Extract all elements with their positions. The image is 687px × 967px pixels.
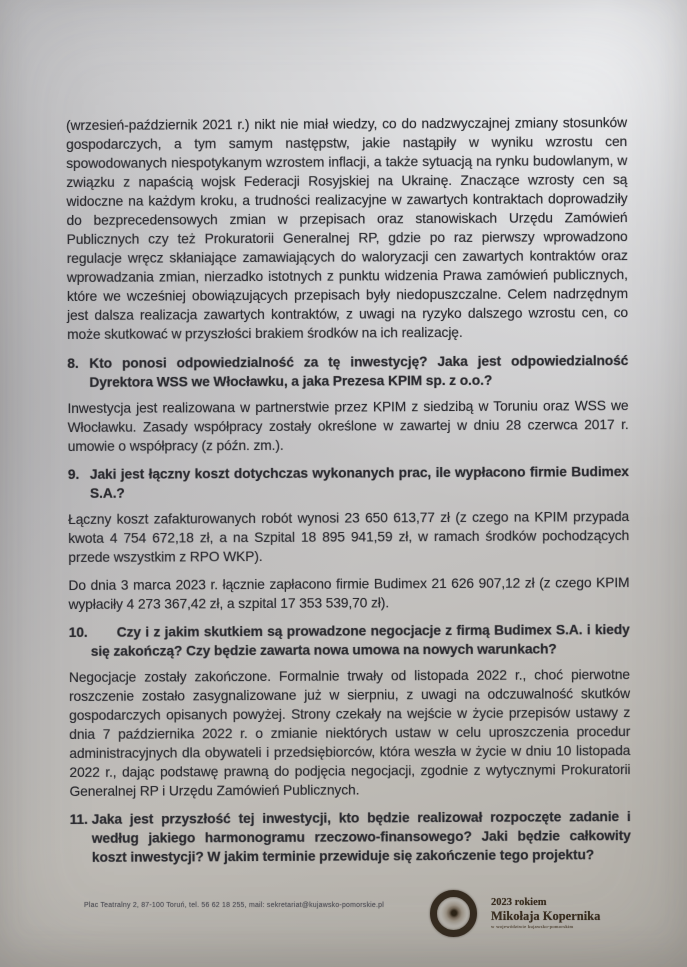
copernicus-year-logo: [430, 878, 660, 948]
document-body: [66, 113, 631, 874]
question-8: [67, 351, 628, 392]
qa-block-9: [68, 462, 630, 614]
answer-10: Negocjacje zostały zakończone. Formalnie trwały od listopada 2022 r., choć pierwotne roszczenie zostało zasygnalizowane już w sierpniu, z uwagi na odczuwalność skutków gospodarczych opisanych powyżej. Strony czekały na wejście w życie przepisów ustawy z dnia 7 października 2022 r. o zmianie niektórych ustaw w celu uproszczenia procedur administracyjnych dla obywateli i przedsiębiorców, która weszła w życie w dniu 10 listopada 2022 r., dając podstawę prawną do podjęcia negocjacji, zgodnie z wytycznymi Prokuratorii Generalnej RP i Urzędu Zamówień Publicznych.: [68, 667, 631, 799]
answer-8: Inwestycja jest realizowana w partnerstwie przez KPIM z siedzibą w Toruniu oraz WSS we Włocławku. Zasady współpracy zostały określone w zawartej w dniu 28 czerwca 2017 r. umowie o współpracy (z późn. zm.).: [67, 398, 629, 454]
question-10-text: Czy i z jakim skutkiem są prowadzone negocjacje z firmą Budimex S.A. i kiedy się zakończą? Czy będzie zawarta nowa umowa na nowych warunkach?: [90, 622, 630, 659]
qa-block-10: [69, 620, 631, 801]
copernicus-logo-text: [491, 897, 600, 930]
question-9: [68, 462, 629, 503]
logo-year-line: 2023 rokiem: [491, 896, 547, 908]
question-10-number: 10.: [68, 624, 88, 640]
question-9-text: Jaki jest łączny koszt dotychczas wykonanych prac, ile wypłacono firmie Budimex S.A.?: [89, 464, 629, 501]
sun-center-icon: [441, 900, 467, 926]
question-11: [70, 807, 631, 867]
question-10: [69, 620, 630, 661]
copernicus-sun-ring-icon: [430, 890, 477, 937]
question-11-text: Jaka jest przyszłość tej inwestycji, kto będzie realizował rozpoczęte zadanie i według jakiego harmonogramu rzeczowo-finansowego? Jaki będzie całkowity koszt inwestycji? W jakim terminie przewiduje się zakończenie tego projektu?: [91, 809, 631, 865]
answer-9-part-1: Łączny koszt zafakturowanych robót wynosi 23 650 613,77 zł (z czego na KPIM przypada kwota 4 754 672,18 zł, a na Szpital 18 895 941,59 zł, w ramach środków pochodzących przede wszystkim z RPO WKP).: [68, 509, 630, 565]
question-8-text: Kto ponosi odpowiedzialność za tę inwestycję? Jaka jest odpowiedzialność Dyrektora WSS we Włocławku, a jaka Prezesa KPIM sp. z o.o.?: [89, 353, 629, 390]
qa-block-8: [67, 351, 629, 456]
footer-address: Plac Teatralny 2, 87-100 Toruń, tel. 56 62 18 255, mail: sekretariat@kujawsko-pomorskie.pl: [84, 902, 385, 909]
intro-paragraph: (wrzesień-październik 2021 r.) nikt nie miał wiedzy, co do nadzwyczajnej zmiany stosunków gospodarczych, a tym samym następstw, jakie nastąpiły w wyniku wzrostu cen spowodowanych niespotykanym wzrostem inflacji, a także sytuacją na rynku budowlanym, w związku z napaścią wojsk Federacji Rosyjskiej na Ukrainę. Znaczące wzrosty cen są widoczne na każdym kroku, a trudności realizacyjne w zawartych kontraktach doprowadziły do bezprecedensowych zmian w przepisach oraz stanowiskach Urzędu Zamówień Publicznych czy też Prokuratorii Generalnej RP, gdzie po raz pierwszy wprowadzono regulacje wręcz skłaniające zamawiających do waloryzacji cen zawartych kontraktów oraz wprowadzania zmian, nierzadko istotnych z punktu widzenia Prawa zamówień publicznych, które we wcześniej obowiązujących przepisach były niedopuszczalne. Celem nadrzędnym jest dalsza realizacja zawartych kontraktów, z uwagi na ryzyko dalszego wzrostu cen, co może skutkować w przyszłości brakiem środków na ich realizację.: [66, 115, 629, 342]
qa-block-11: [70, 807, 631, 867]
answer-9-part-2: Do dnia 3 marca 2023 r. łącznie zapłacono firmie Budimex 21 626 907,12 zł (z czego KPIM wypłaciły 4 273 367,42 zł, a szpital 17 353 539,70 zł).: [68, 575, 630, 612]
logo-region-line: w województwie kujawsko-pomorskim: [491, 923, 574, 929]
logo-name-line: Mikołaja Kopernika: [491, 908, 601, 923]
question-8-number: 8.: [67, 355, 79, 371]
question-11-number: 11.: [69, 811, 88, 827]
question-9-number: 9.: [67, 466, 80, 482]
